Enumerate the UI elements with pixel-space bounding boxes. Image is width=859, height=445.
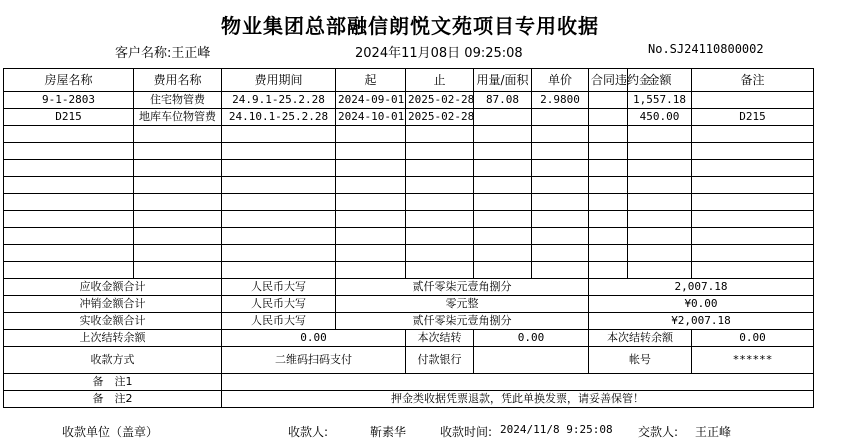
empty-row: [4, 228, 814, 245]
prev-balance-value: 0.00: [222, 330, 406, 347]
issue-datetime: 2024年11月08日 09:25:08: [355, 46, 523, 61]
cell-usage: 87.08: [474, 92, 532, 109]
total-received-row: [4, 313, 814, 330]
cell-penalty: [589, 92, 628, 109]
receipt-table: [3, 68, 814, 408]
cell-remark: D215: [692, 109, 814, 126]
table-row: [4, 109, 814, 126]
rmb-capital-label: 人民币大写: [222, 296, 336, 313]
col-header-fee-name: 费用名称: [134, 69, 222, 92]
note1-label: 备 注1: [4, 374, 222, 391]
payment-row: [4, 347, 814, 374]
col-header-start: 起: [336, 69, 406, 92]
cell-end: 2025-02-28: [406, 92, 474, 109]
cell-start: 2024-10-01: [336, 109, 406, 126]
cell-unit-price: [532, 109, 589, 126]
col-header-amount: 金额: [628, 69, 692, 92]
curr-balance-label: 本次结转余额: [589, 330, 692, 347]
total-receivable-label: 应收金额合计: [4, 279, 222, 296]
prev-balance-label: 上次结转余额: [4, 330, 222, 347]
col-header-unit-price: 单价: [532, 69, 589, 92]
col-header-period: 费用期间: [222, 69, 336, 92]
total-receivable-amount: 2,007.18: [589, 279, 814, 296]
col-header-end: 止: [406, 69, 474, 92]
payment-bank-label: 付款银行: [406, 347, 474, 374]
empty-row: [4, 126, 814, 143]
curr-transfer-value: 0.00: [474, 330, 589, 347]
total-received-amount: ¥2,007.18: [589, 313, 814, 330]
note2-row: [4, 391, 814, 408]
cell-period: 24.10.1-25.2.28: [222, 109, 336, 126]
total-received-words: 贰仟零柒元壹角捌分: [336, 313, 589, 330]
rmb-capital-label: 人民币大写: [222, 279, 336, 296]
empty-row: [4, 211, 814, 228]
payee-name: 靳素华: [370, 425, 407, 439]
total-receivable-row: [4, 279, 814, 296]
receipt-number: No.SJ24110800002: [648, 42, 764, 56]
payment-bank-value: [474, 347, 589, 374]
cell-usage: [474, 109, 532, 126]
customer-name: 客户名称:王正峰: [115, 46, 211, 61]
payment-method-label: 收款方式: [4, 347, 222, 374]
empty-row: [4, 177, 814, 194]
receiving-unit-label: 收款单位（盖章）: [62, 425, 159, 439]
note1-row: [4, 374, 814, 391]
cell-unit-price: 2.9800: [532, 92, 589, 109]
cell-penalty: [589, 109, 628, 126]
balance-row: [4, 330, 814, 347]
col-header-usage: 用量/面积: [474, 69, 532, 92]
col-header-penalty: 合同违约金: [589, 69, 628, 92]
total-writeoff-amount: ¥0.00: [589, 296, 814, 313]
empty-row: [4, 194, 814, 211]
total-writeoff-row: [4, 296, 814, 313]
cell-fee-name: 地库车位物管费: [134, 109, 222, 126]
empty-row: [4, 143, 814, 160]
empty-row: [4, 160, 814, 177]
cell-fee-name: 住宅物管费: [134, 92, 222, 109]
empty-row: [4, 262, 814, 279]
receipt-time-value: 2024/11/8 9:25:08: [500, 423, 613, 436]
cell-end: 2025-02-28: [406, 109, 474, 126]
account-value: ******: [692, 347, 814, 374]
cell-house: 9-1-2803: [4, 92, 134, 109]
table-header-row: [4, 69, 814, 92]
cell-amount: 450.00: [628, 109, 692, 126]
rmb-capital-label: 人民币大写: [222, 313, 336, 330]
receipt-time-label: 收款时间:: [440, 425, 493, 439]
note2-value: 押金类收据凭票退款，凭此单换发票，请妥善保管！: [222, 391, 814, 408]
cell-start: 2024-09-01: [336, 92, 406, 109]
cell-amount: 1,557.18: [628, 92, 692, 109]
cell-period: 24.9.1-25.2.28: [222, 92, 336, 109]
payer-label: 交款人:: [638, 425, 679, 439]
note1-value: [222, 374, 814, 391]
cell-house: D215: [4, 109, 134, 126]
total-received-label: 实收金额合计: [4, 313, 222, 330]
table-row: [4, 92, 814, 109]
receipt-title: 物业集团总部融信朗悦文苑项目专用收据: [221, 14, 599, 38]
curr-transfer-label: 本次结转: [406, 330, 474, 347]
col-header-remark: 备注: [692, 69, 814, 92]
cell-remark: [692, 92, 814, 109]
total-writeoff-words: 零元整: [336, 296, 589, 313]
total-receivable-words: 贰仟零柒元壹角捌分: [336, 279, 589, 296]
empty-row: [4, 245, 814, 262]
col-header-house: 房屋名称: [4, 69, 134, 92]
account-label: 帐号: [589, 347, 692, 374]
curr-balance-value: 0.00: [692, 330, 814, 347]
payment-method-value: 二维码扫码支付: [222, 347, 406, 374]
payer-name: 王正峰: [695, 425, 732, 439]
total-writeoff-label: 冲销金额合计: [4, 296, 222, 313]
payee-label: 收款人:: [288, 425, 329, 439]
note2-label: 备 注2: [4, 391, 222, 408]
